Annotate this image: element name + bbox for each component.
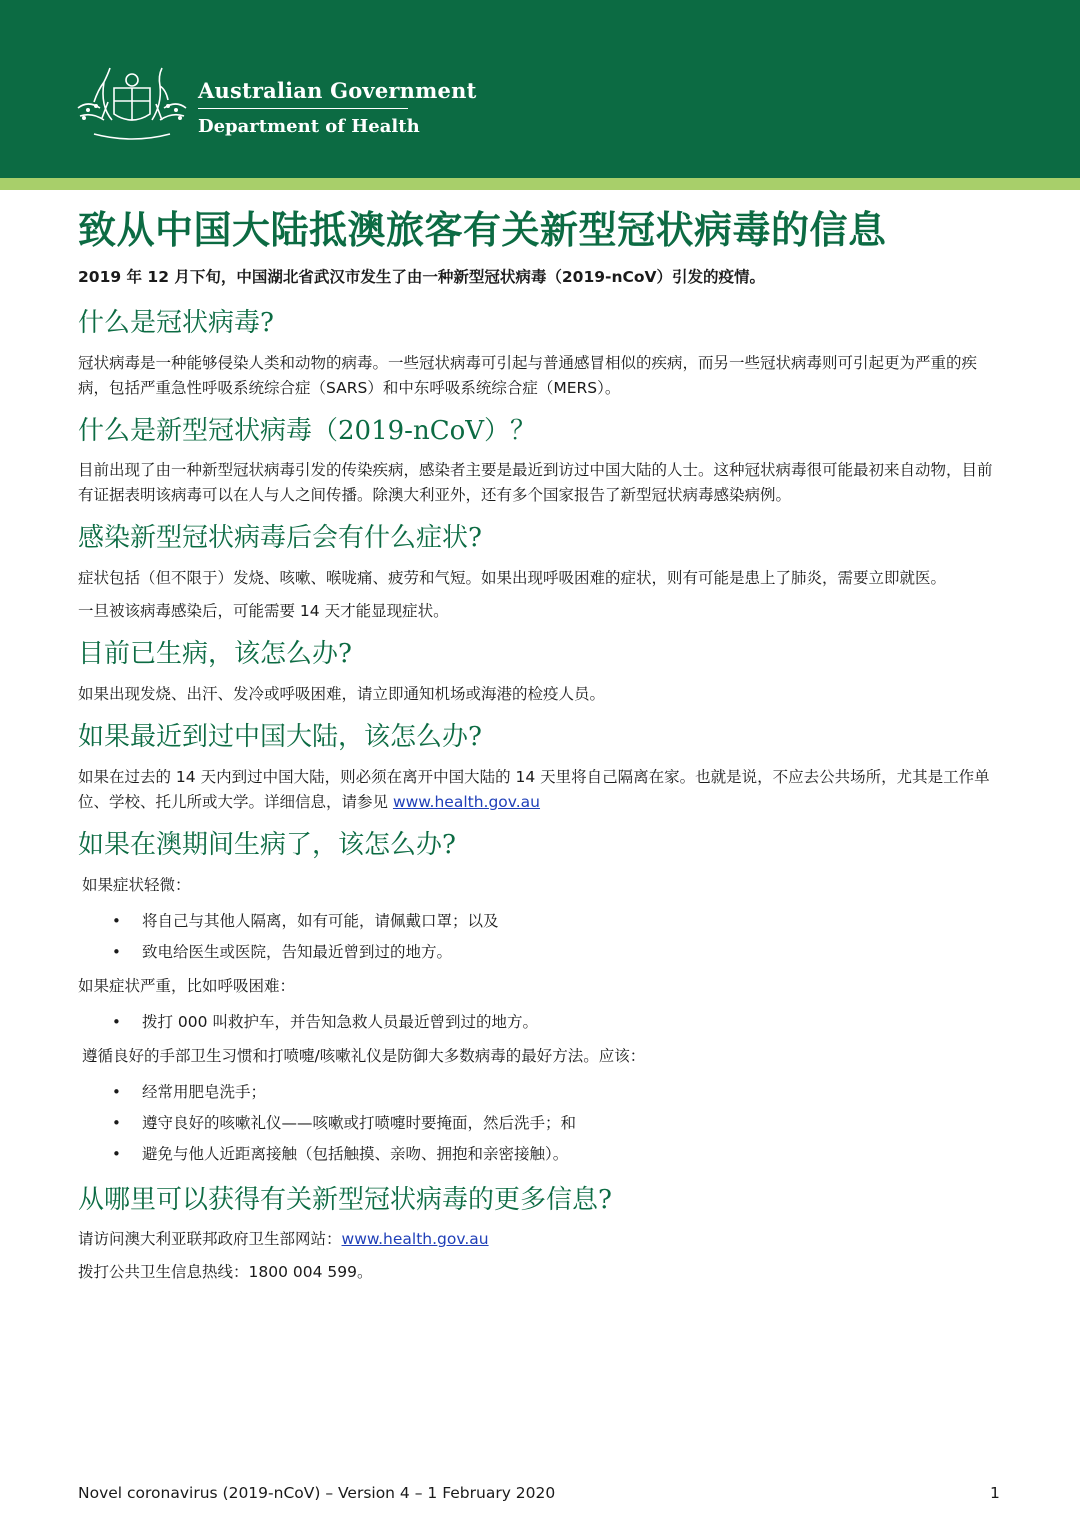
list-item-text: 将自己与其他人隔离，如有可能，请佩戴口罩；以及: [142, 911, 499, 930]
mild-symptoms-list: [78, 906, 998, 968]
section-paragraph: 症状包括（但不限于）发烧、咳嗽、喉咙痛、疲劳和气短。如果出现呼吸困难的症状，则有可能是患上了肺炎，需要立即就医。: [78, 569, 947, 588]
list-item: [112, 1077, 998, 1108]
health-website-link[interactable]: www.health.gov.au: [392, 792, 541, 811]
website-line: [78, 1227, 998, 1252]
header-accent-stripe: [0, 178, 1080, 190]
coat-of-arms-logo: [74, 60, 190, 142]
section-paragraph: 如果出现发烧、出汗、发冷或呼吸困难，请立即通知机场或海港的检疫人员。: [78, 685, 606, 704]
list-item-text: 拨打 000 叫救护车，并告知急救人员最近曾到过的地方。: [142, 1012, 538, 1031]
section-heading: 如果最近到过中国大陆，该怎么办?: [78, 722, 482, 753]
section-paragraph: 目前出现了由一种新型冠状病毒引发的传染疾病，感染者主要是最近到访过中国大陆的人士。这种冠状病毒很可能最初来自动物，目前有证据表明该病毒可以在人与人之间传播。除澳大利亚外，还有多个国家报告了新型冠状病毒感染病例。: [78, 461, 993, 505]
bullet-icon: •: [112, 1012, 121, 1031]
section-paragraph: 一旦被该病毒感染后，可能需要 14 天才能显现症状。: [78, 602, 449, 621]
intro-paragraph: 2019 年 12 月下旬，中国湖北省武汉市发生了由一种新型冠状病毒（2019-nCoV）引发的疫情。: [78, 267, 766, 286]
bullet-icon: •: [112, 1113, 121, 1132]
document-title: 致从中国大陆抵澳旅客有关新型冠状病毒的信息: [78, 208, 887, 252]
department-name: Department of Health: [198, 116, 420, 137]
mild-symptoms-label: 如果症状轻微：: [82, 875, 191, 894]
section-paragraph: [78, 765, 998, 815]
section-heading: 感染新型冠状病毒后会有什么症状?: [78, 523, 482, 554]
bullet-icon: •: [112, 1144, 121, 1163]
header-divider: [198, 108, 408, 109]
document-body: [78, 208, 998, 1299]
bullet-icon: •: [112, 1082, 121, 1101]
list-item-text: 经常用肥皂洗手；: [142, 1082, 267, 1101]
hygiene-list: [78, 1077, 998, 1170]
header-band: [0, 0, 1080, 178]
list-item-text: 避免与他人近距离接触（包括触摸、亲吻、拥抱和亲密接触）。: [142, 1144, 569, 1163]
bullet-icon: •: [112, 942, 121, 961]
severe-symptoms-list: [78, 1007, 998, 1038]
government-name: Australian Government: [198, 78, 477, 103]
website-label: 请访问澳大利亚联邦政府卫生部网站：: [78, 1230, 342, 1249]
hotline-line: 拨打公共卫生信息热线：1800 004 599。: [78, 1263, 373, 1282]
list-item: [112, 937, 998, 968]
section-paragraph: 冠状病毒是一种能够侵染人类和动物的病毒。一些冠状病毒可引起与普通感冒相似的疾病，而另一些冠状病毒则可引起更为严重的疾病，包括严重急性呼吸系统综合症（SARS）和中东呼吸系统综合症（MERS）。: [78, 353, 978, 397]
section-heading: 什么是冠状病毒?: [78, 307, 274, 338]
list-item: [112, 1007, 998, 1038]
page-number: 1: [990, 1484, 1000, 1502]
section-heading: 从哪里可以获得有关新型冠状病毒的更多信息?: [78, 1184, 612, 1215]
severe-symptoms-label: 如果症状严重，比如呼吸困难：: [78, 976, 296, 995]
health-website-link[interactable]: www.health.gov.au: [341, 1230, 489, 1249]
list-item: [112, 1139, 998, 1170]
hygiene-label: 遵循良好的手部卫生习惯和打喷嚏/咳嗽礼仪是防御大多数病毒的最好方法。应该：: [82, 1046, 646, 1065]
section-heading: 目前已生病，该怎么办?: [78, 639, 352, 670]
bullet-icon: •: [112, 911, 121, 930]
list-item: [112, 906, 998, 937]
section-heading: 什么是新型冠状病毒（2019-nCoV）？: [78, 415, 537, 446]
section-heading: 如果在澳期间生病了，该怎么办?: [78, 829, 456, 860]
list-item: [112, 1108, 998, 1139]
list-item-text: 遵守良好的咳嗽礼仪——咳嗽或打喷嚏时要掩面，然后洗手；和: [142, 1113, 577, 1132]
paragraph-text: 如果在过去的 14 天内到过中国大陆，则必须在离开中国大陆的 14 天里将自己隔离在家。也就是说，不应去公共场所，尤其是工作单位、学校、托儿所或大学。详细信息，请参见: [78, 767, 990, 811]
list-item-text: 致电给医生或医院，告知最近曾到过的地方。: [142, 942, 453, 961]
footer-text: Novel coronavirus (2019-nCoV) – Version 4 – 1 February 2020: [78, 1484, 556, 1502]
